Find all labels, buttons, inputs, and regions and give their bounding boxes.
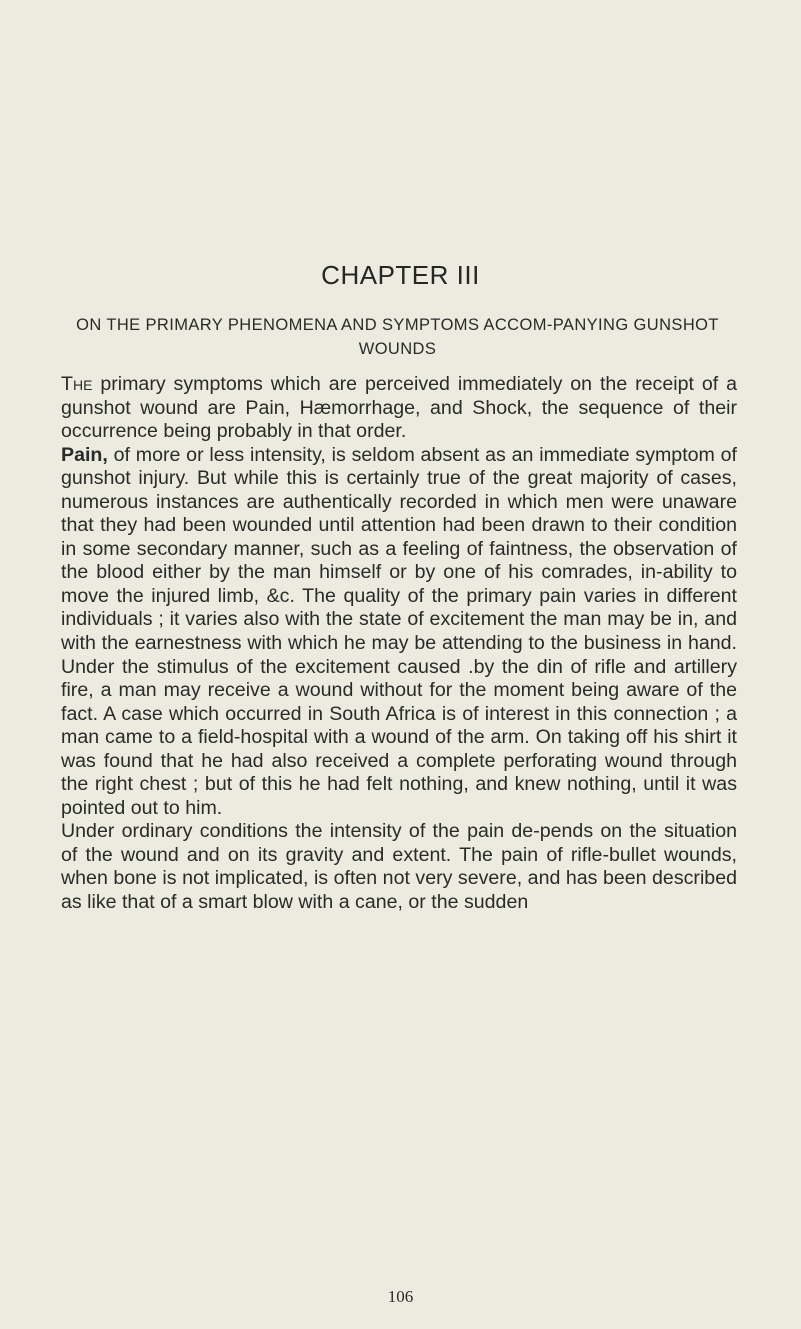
paragraph-intro: [61, 373, 737, 444]
paragraph-lead-term: Pain,: [61, 443, 108, 466]
paragraph-pain: [61, 444, 737, 821]
paragraph-text: Under ordinary conditions the intensity of the pain de-pends on the situation of the wound and on its gravity and extent. The pain of rifle-bullet wounds, when bone is not implicated, is often not very severe, and has been described as like that of a smart blow with a cane, or the sudden: [61, 820, 737, 914]
paragraph-first-word: The: [61, 373, 93, 395]
page-number: 106: [387, 1287, 414, 1306]
paragraph-text: of more or less intensity, is seldom absent as an immediate symptom of gunshot injury. But while this is certainly true of the great majority of cases, numerous instances are authentically recorded in which men were unaware that they had been wounded until attention had been drawn to their condition in some secondary manner, such as a feeling of faintness, the observation of the blood either by the man himself or by one of his comrades, in-ability to move the injured limb, &c. The quality of the primary pain varies in different individuals ; it varies also with the state of excitement the man may be in, and with the earnestness with which he may be attending to the business in hand. Under the stimulus of the excitement caused .by the din of rifle and artillery fire, a man may receive a wound without for the moment being aware of the fact. A case which occurred in South Africa is of interest in this connection ; a man came to a field-hospital with a wound of the arm. On taking off his shirt it was found that he had also received a complete perforating wound through the right chest ; but of this he had felt nothing, and knew nothing, until it was pointed out to him.: [61, 443, 737, 819]
body-text: [61, 373, 737, 915]
chapter-heading: CHAPTER III: [321, 260, 480, 290]
paragraph-text: primary symptoms which are perceived immediately on the receipt of a gunshot wound are Pain, Hæmorrhage, and Shock, the sequence of their occurrence being probably in that order.: [61, 373, 737, 443]
paragraph-ordinary-conditions: [61, 820, 737, 914]
chapter-title: ON THE PRIMARY PHENOMENA AND SYMPTOMS ACCOM-PANYING GUNSHOT WOUNDS: [76, 316, 719, 358]
